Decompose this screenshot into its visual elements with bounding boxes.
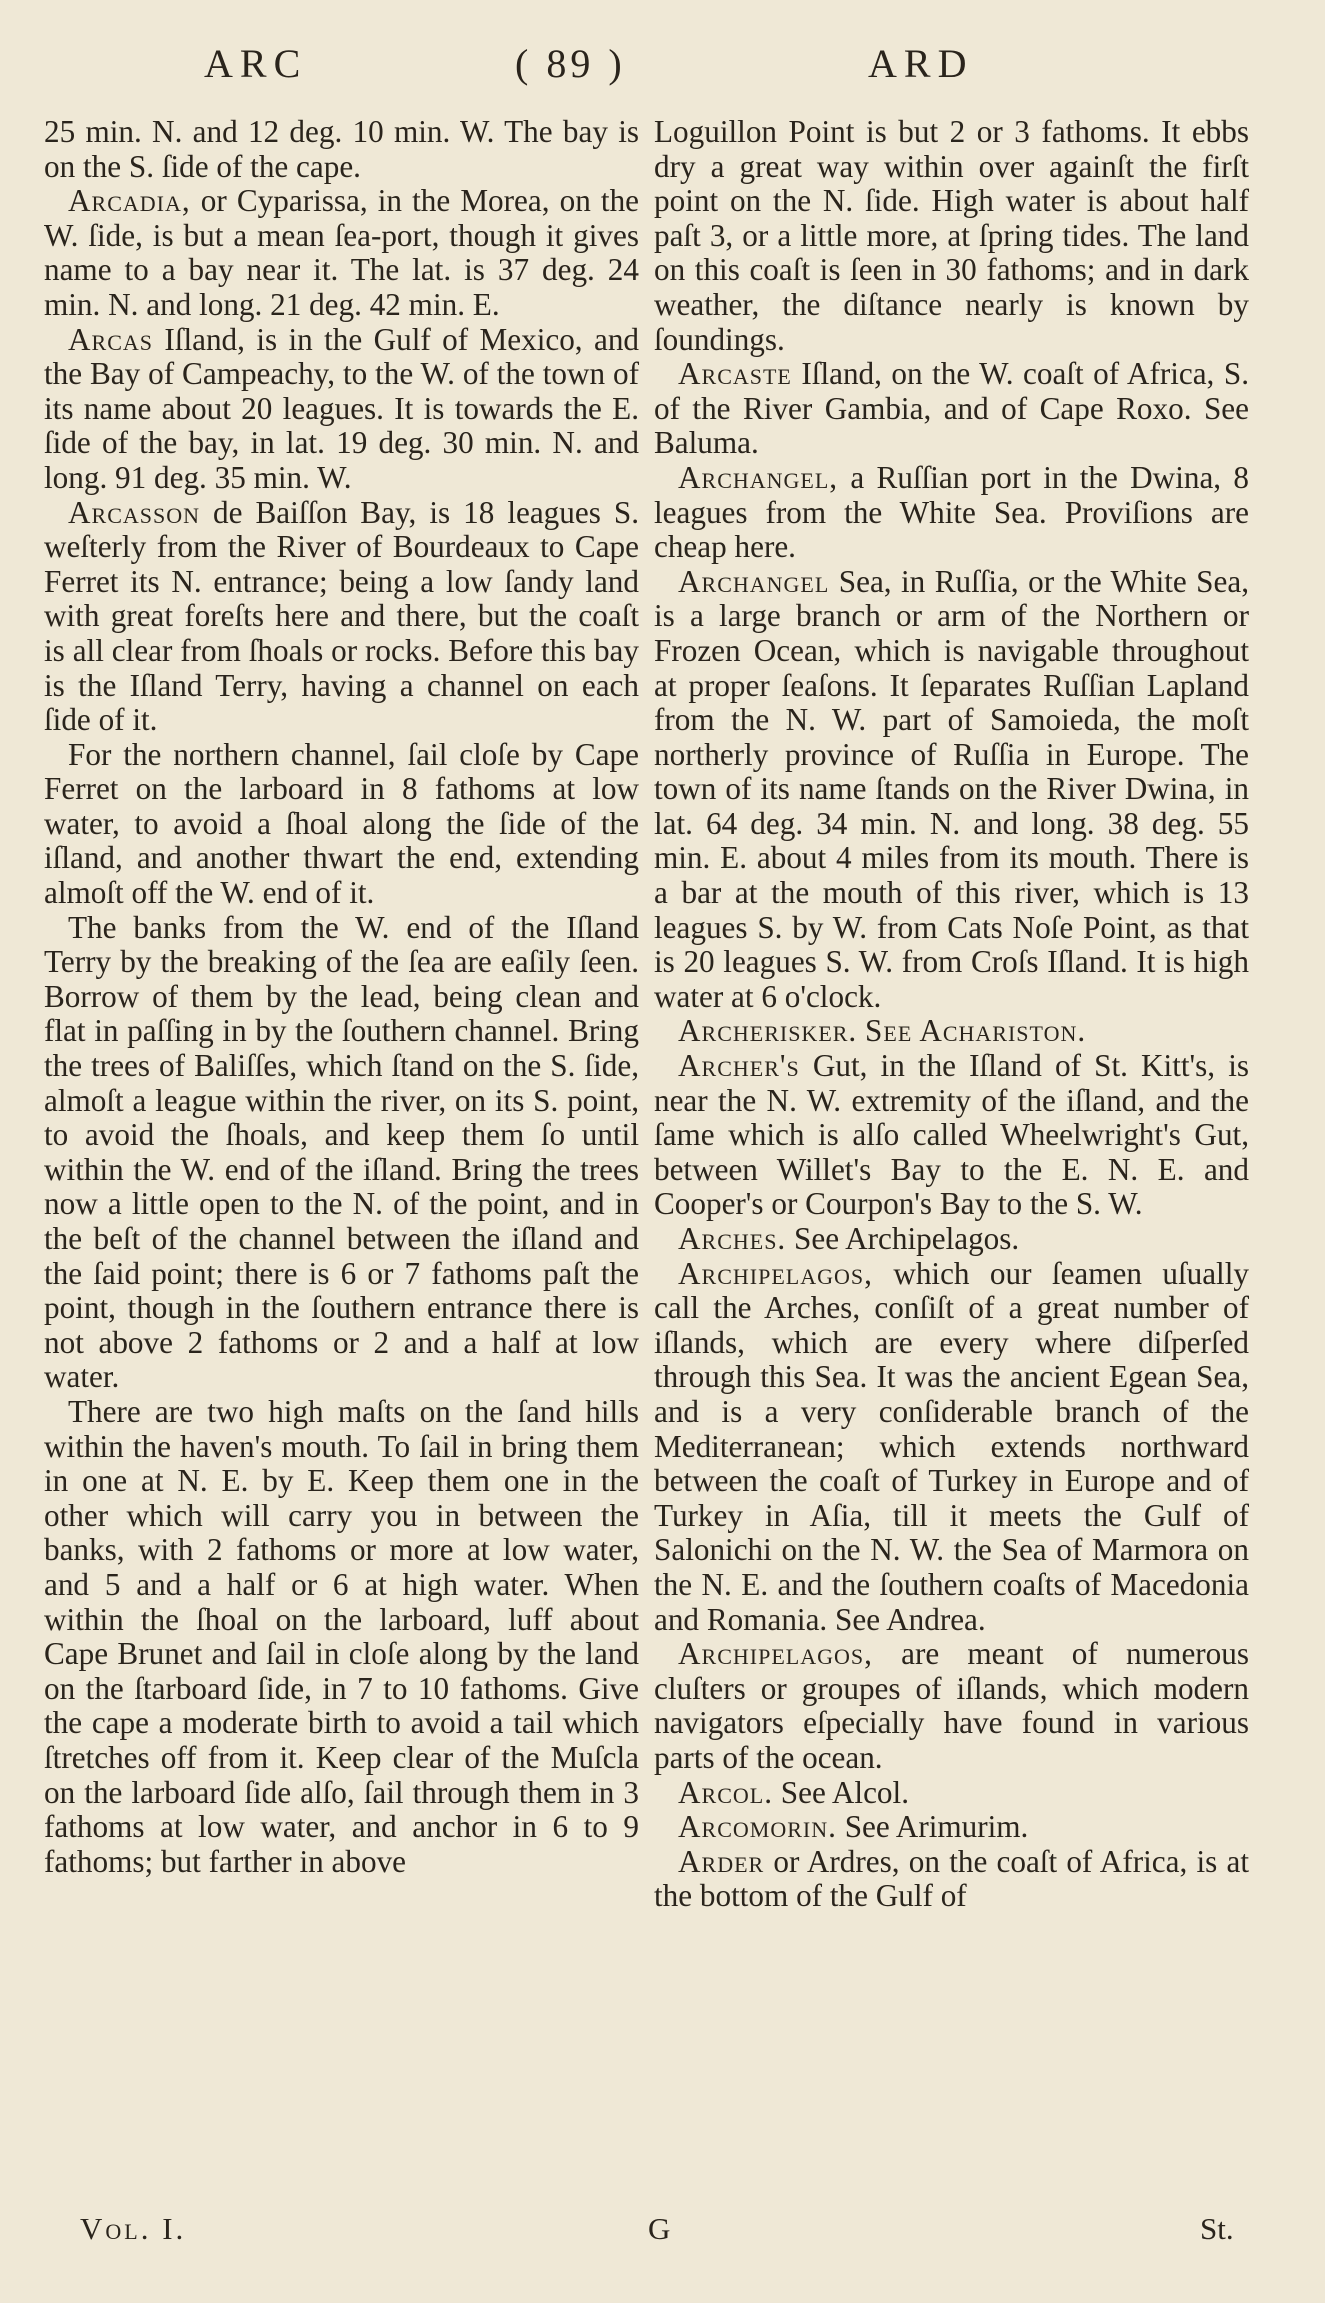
entry-headword: Arcasson [68, 494, 201, 530]
entry-paragraph [654, 1776, 1249, 1811]
entry-paragraph [654, 1845, 1249, 1914]
entry-text: which our ſeamen uſually call the Arches, conſiſt of a great number of iſlands, which are every where diſperſed through this Sea. It was the ancient Egean Sea, and is a very conſiderable branch of the Mediterranean; which extends northward between the coaſt of Turkey in Europe and of Turkey in Aſia, till it meets the Gulf of Salonichi on the N. W. the Sea of Marmora on the N. E. and the ſouthern coaſts of Macedonia and Romania. See Andrea. [654, 1255, 1249, 1637]
entry-paragraph [44, 911, 639, 1395]
entry-headword: Archer's [678, 1048, 800, 1084]
entry-text: See Alcol. [780, 1774, 909, 1810]
entry-text: Iſland, is in the Gulf of Mexico, and the Bay of Campeachy, to the W. of the town of its name about 20 leagues. It is towards the E. ſide of the bay, in lat. 19 deg. 30 min. N. and long. 91 deg. 35 min. W. [44, 321, 640, 495]
entry-paragraph [654, 1257, 1249, 1638]
entry-text: For the northern channel, ſail cloſe by Cape Ferret on the larboard in 8 fathoms at low water, to avoid a ſhoal along the ſide of the iſland, and another thwart the end, extending almoſt off the W. end of it. [44, 736, 639, 911]
entry-headword: Arder [678, 1843, 765, 1879]
entry-headword: Arcaste [678, 356, 792, 392]
page-number: ( 89 ) [515, 41, 626, 86]
left-column [44, 115, 639, 1879]
entry-headword: Archipelagos, [678, 1255, 873, 1291]
entry-headword: Arcadia, [68, 183, 191, 219]
entry-paragraph [654, 461, 1249, 565]
entry-paragraph [44, 1395, 639, 1879]
entry-paragraph [44, 738, 639, 911]
entry-paragraph [44, 323, 639, 496]
entry-paragraph [654, 565, 1249, 1015]
volume-label: Vol. I. [80, 2211, 187, 2246]
entry-paragraph [654, 115, 1249, 357]
entry-text: or Cyparissa, in the Morea, on the W. ſide, is but a mean ſea-port, though it gives name to a bay near it. The lat. is 37 deg. 24 min. N. and long. 21 deg. 42 min. E. [44, 183, 639, 322]
entry-paragraph [44, 184, 639, 322]
entry-paragraph [44, 115, 639, 184]
entry-text: See Achariston. [865, 1013, 1087, 1049]
entry-headword: Arcas [68, 321, 153, 357]
entry-text: de Baiſſon Bay, is 18 leagues S. weſterly from the River of Bourdeaux to Cape Ferret its N. entrance; being a low ſandy land with great foreſts here and there, but the coaſt is all clear from ſhoals or rocks. Before this bay is the Iſland Terry, having a channel on each ſide of it. [44, 494, 640, 738]
entry-paragraph [654, 1049, 1249, 1222]
entry-paragraph [44, 496, 639, 738]
entry-paragraph [654, 357, 1249, 461]
entry-text: Iſland, on the W. coaſt of Africa, S. of the River Gambia, and of Cape Roxo. See Baluma. [654, 356, 1250, 461]
running-header [0, 40, 1325, 100]
entry-paragraph [654, 1014, 1249, 1049]
entry-text: There are two high maſts on the ſand hills within the haven's mouth. To ſail in bring them in one at N. E. by E. Keep them one in the other which will carry you in between the banks, with 2 fathoms or more at low water, and 5 and a half or 6 at high water. When within the ſhoal on the larboard, luff about Cape Brunet and ſail in cloſe along by the land on the ſtarboard ſide, in 7 to 10 fathoms. Give the cape a moderate birth to avoid a tail which ſtretches off from it. Keep clear of the Muſcla on the larboard ſide alſo, ſail through them in 3 fathoms at low water, and anchor in 6 to 9 fathoms; but farther in above [44, 1393, 639, 1879]
entry-text: 25 min. N. and 12 deg. 10 min. W. The bay is on the S. ſide of the cape. [44, 114, 639, 184]
right-column [654, 115, 1249, 1914]
entry-paragraph [654, 1637, 1249, 1775]
catchword: St. [1200, 2211, 1234, 2246]
entry-text: See Archipelagos. [794, 1221, 1020, 1256]
entry-text: or Ardres, on the coaſt of Africa, is at the bottom of the Gulf of [654, 1843, 1249, 1914]
entry-text: a Ruſſian port in the Dwina, 8 leagues from the White Sea. Proviſions are cheap here. [654, 459, 1249, 565]
entry-headword: Archerisker. [678, 1013, 858, 1049]
header-left-guideword: ARC [204, 41, 308, 86]
entry-text: See Arimurim. [844, 1809, 1029, 1845]
entry-paragraph [654, 1222, 1249, 1257]
entry-text: Loguillon Point is but 2 or 3 fathoms. It ebbs dry a great way within over againſt the firſt point on the N. ſide. High water is about half paſt 3, or a little more, at ſpring tides. The land on this coaſt is ſeen in 30 fathoms; and in dark weather, the diſtance nearly is known by ſoundings. [654, 114, 1249, 357]
entry-headword: Arches. [678, 1221, 787, 1256]
page-footer [0, 2211, 1325, 2261]
entry-headword: Archipelagos, [678, 1636, 873, 1672]
entry-headword: Arcol. [678, 1774, 773, 1810]
entry-text: are meant of numerous cluſters or groupes of iſlands, which modern navigators eſpecially have found in various parts of the ocean. [654, 1636, 1249, 1775]
entry-text: Gut, in the Iſland of St. Kitt's, is near the N. W. extremity of the iſland, and the ſame which is alſo called Wheelwright's Gut, between Willet's Bay to the E. N. E. and Cooper's or Courpon's Bay to the S. W. [654, 1048, 1250, 1222]
entry-text: Sea, in Ruſſia, or the White Sea, is a large branch or arm of the Northern or Frozen Ocean, which is navigable throughout at proper ſeaſons. It ſeparates Ruſſian Lapland from the N. W. part of Samoieda, the moſt northerly province of Ruſſia in Europe. The town of its name ſtands on the River Dwina, in lat. 64 deg. 34 min. N. and long. 38 deg. 55 min. E. about 4 miles from its mouth. There is a bar at the mouth of this river, which is 13 leagues S. by W. from Cats Noſe Point, as that is 20 leagues S. W. from Croſs Iſland. It is high water at 6 o'clock. [654, 563, 1249, 1014]
entry-headword: Archangel [678, 563, 830, 599]
entry-headword: Archangel, [678, 459, 839, 495]
signature-mark: G [648, 2211, 671, 2246]
entry-headword: Arcomorin. [678, 1809, 837, 1845]
header-right-guideword: ARD [868, 41, 974, 86]
entry-paragraph [654, 1810, 1249, 1845]
entry-text: The banks from the W. end of the Iſland Terry by the breaking of the ſea are eaſily ſeen. Borrow of them by the lead, being clean and flat in paſſing in by the ſouthern channel. Bring the trees of Baliſſes, which ſtand on the S. ſide, almoſt a league within the river, on its S. point, to avoid the ſhoals, and keep them ſo until within the W. end of the iſland. Bring the trees now a little open to the N. of the point, and in the beſt of the channel between the iſland and the ſaid point; there is 6 or 7 fathoms paſt the point, though in the ſouthern entrance there is not above 2 fathoms or 2 and a half at low water. [44, 909, 639, 1395]
